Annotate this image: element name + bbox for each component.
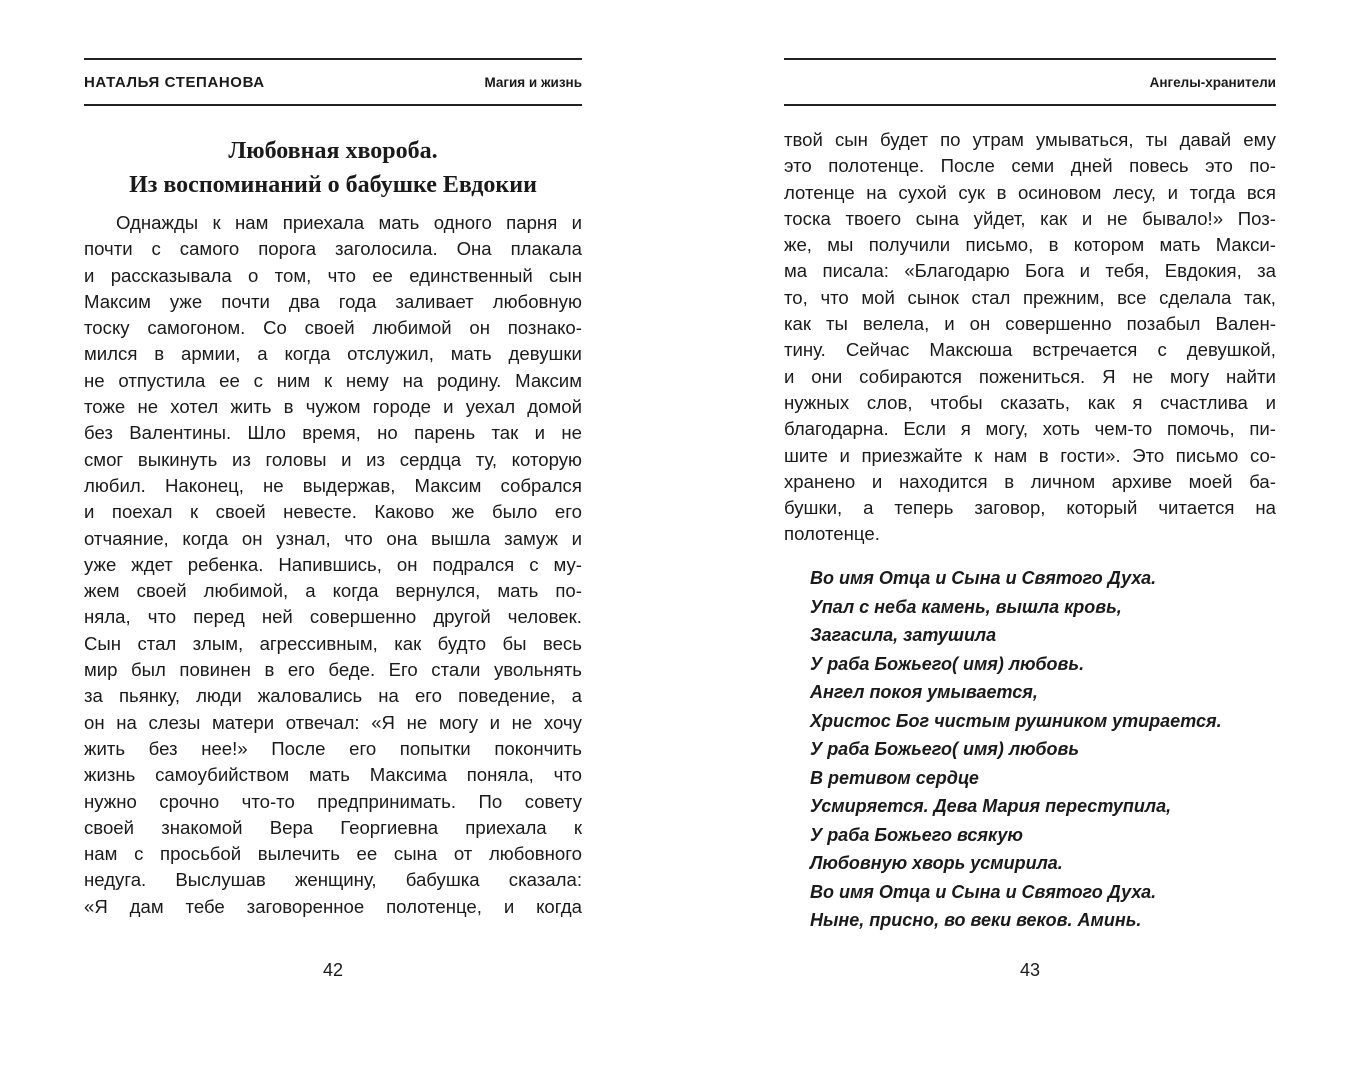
prayer-line: Усмиряется. Дева Мария переступила,	[810, 796, 1172, 816]
text-line: нужно срочно что-то предпринимать. По совету	[84, 790, 582, 812]
prayer-line: Любовную хворь усмирила.	[810, 853, 1063, 873]
text-line: не отпустила ее с ним к нему на родину. Максим	[84, 369, 582, 391]
text-line: шите и приезжайте к нам в гости». Это письмо со-	[784, 444, 1276, 466]
prayer-line: У раба Божьего всякую	[810, 824, 1023, 845]
running-header	[784, 68, 1276, 96]
header-rule-top	[84, 58, 582, 60]
text-line: жем своей любимой, а когда вернулся, мать по-	[84, 580, 582, 602]
prayer-text	[810, 564, 1276, 935]
text-line: и они собираются пожениться. Я не могу найти	[784, 365, 1276, 387]
text-line: тоску самогоном. Со своей любимой он познако-	[84, 317, 582, 339]
text-line: бушки, а теперь заговор, который читается на	[784, 497, 1276, 519]
body-text	[84, 210, 582, 920]
prayer-line: Ангел покоя умывается,	[810, 682, 1038, 702]
chapter-title	[84, 134, 582, 202]
text-line: Сын стал злым, агрессивным, как будто бы весь	[84, 632, 582, 654]
header-rule-top	[784, 58, 1276, 60]
text-line: нужных слов, чтобы сказать, как я счастлива и	[784, 391, 1276, 413]
text-line: «Я дам тебе заговоренное полотенце, и когда	[84, 895, 582, 917]
text-line: то, что мой сынок стал прежним, все сделала так,	[784, 286, 1276, 308]
text-line: почти с самого порога заголосила. Она плакала	[84, 238, 582, 260]
prayer-line: Во имя Отца и Сына и Святого Духа.	[810, 568, 1157, 588]
text-line: мился в армии, а когда отслужил, мать девушки	[84, 343, 582, 365]
text-line: любил. Наконец, не выдержав, Максим собрался	[84, 474, 582, 496]
text-line: хранено и находится в личном архиве моей ба-	[784, 470, 1276, 492]
header-rule-bottom	[84, 104, 582, 106]
text-line: полотенце.	[784, 523, 880, 545]
text-line: как ты велела, и он совершенно позабыл Вален-	[784, 313, 1276, 335]
text-line: же, мы получили письмо, в котором мать Макси-	[784, 234, 1276, 256]
text-line: он на слезы матери отвечал: «Я не могу и не хочу	[84, 711, 582, 733]
text-line: тоже не хотел жить в чужом городе и уехал домой	[84, 396, 582, 418]
body-text	[784, 127, 1276, 548]
text-line: недуга. Выслушав женщину, бабушка сказала:	[84, 869, 582, 891]
prayer-line: У раба Божьего( имя) любовь	[810, 739, 1080, 759]
text-line: жить без нее!» После его попытки покончить	[84, 737, 582, 759]
chapter-title-line: Из воспоминаний о бабушке Евдокии	[129, 172, 537, 198]
page-number: 42	[322, 960, 344, 980]
text-line: твой сын будет по утрам умываться, ты давай ему	[784, 129, 1276, 150]
prayer-line: У раба Божьего( имя) любовь.	[810, 653, 1085, 674]
text-line: своей знакомой Вера Георгиевна приехала к	[84, 816, 582, 838]
prayer-line: В ретивом сердце	[810, 767, 979, 788]
text-line: смог выкинуть из головы и из сердца ту, которую	[84, 448, 582, 470]
text-line: ма писала: «Благодарю Бога и тебя, Евдокия, за	[784, 260, 1276, 282]
chapter-title-line: Любовная хвороба.	[228, 138, 438, 164]
prayer-line: Загасила, затушила	[810, 625, 997, 645]
text-line: отчаяние, когда он узнал, что она вышла замуж и	[84, 527, 582, 549]
prayer-line: Христос Бог чистым рушником утирается.	[810, 710, 1222, 731]
right-page	[784, 0, 1276, 1080]
page-number: 43	[1019, 960, 1041, 980]
prayer-line: Ныне, присно, во веки веков. Аминь.	[810, 910, 1142, 930]
text-line: няла, что перед ней совершенно другой человек.	[84, 606, 582, 628]
author-name: НАТАЛЬЯ СТЕПАНОВА	[84, 73, 265, 91]
text-line: жизнь самоубийством мать Максима поняла, что	[84, 764, 582, 786]
running-header	[84, 68, 582, 96]
text-line: уже ждет ребенка. Напившись, он подрался с му-	[84, 553, 582, 575]
text-line: и рассказывала о том, что ее единственный сын	[84, 264, 582, 286]
header-rule-bottom	[784, 104, 1276, 106]
text-line: тину. Сейчас Максюша встречается с девушкой,	[784, 339, 1276, 361]
prayer-line: Во имя Отца и Сына и Святого Духа.	[810, 881, 1157, 902]
text-line: нам с просьбой вылечить ее сына от любовного	[84, 843, 582, 865]
prayer-line: Упал с неба камень, вышла кровь,	[810, 596, 1122, 617]
text-line: и поехал к своей невесте. Каково же было его	[84, 501, 582, 523]
left-page	[84, 0, 582, 1080]
text-line: за пьянку, люди жаловались на его поведение, а	[84, 685, 582, 707]
text-line: лотенце на сухой сук в осиновом лесу, и тогда вся	[784, 181, 1276, 203]
text-line: мир был повинен в его беде. Его стали увольнять	[84, 659, 582, 681]
text-line: Однажды к нам приехала мать одного парня и	[116, 212, 582, 233]
text-line: это полотенце. После семи дней повесь это по-	[784, 155, 1276, 177]
section-title: Ангелы-хранители	[1149, 74, 1276, 90]
text-line: тоска твоего сына уйдет, как и не бывало!» Поз-	[784, 207, 1276, 229]
text-line: Максим уже почти два года заливает любовную	[84, 290, 582, 312]
text-line: без Валентины. Шло время, но парень так и не	[84, 422, 582, 444]
book-title: Магия и жизнь	[484, 74, 582, 90]
text-line: благодарна. Если я могу, хоть чем-то помочь, пи-	[784, 418, 1276, 440]
